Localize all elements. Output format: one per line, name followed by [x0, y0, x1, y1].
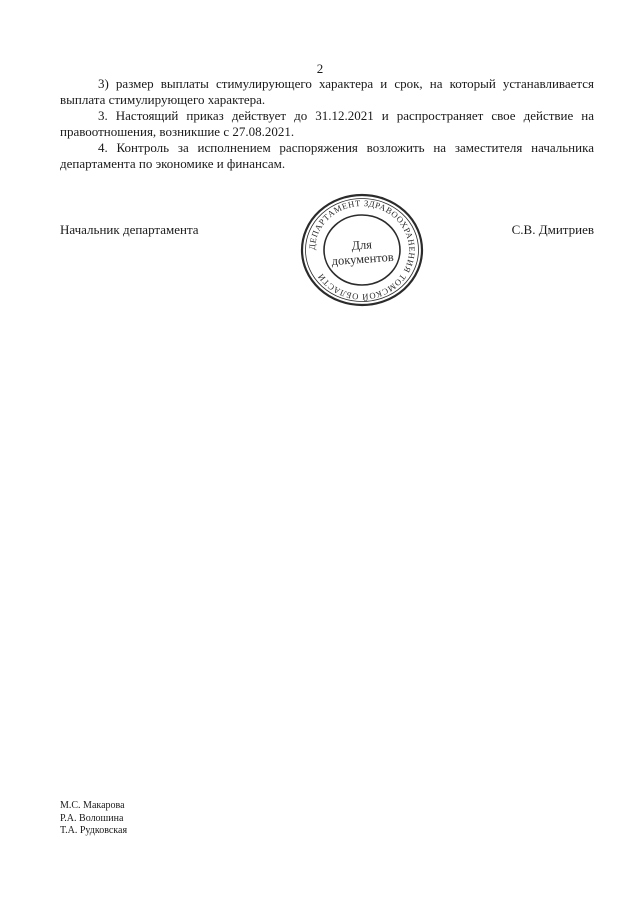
seal-center-line-1: Для — [350, 237, 373, 253]
seal-ring-text: ДЕПАРТАМЕНТ ЗДРАВООХРАНЕНИЯ ТОМСКОЙ ОБЛАСТИ — [306, 197, 418, 303]
seal-center-line-2: документов — [331, 249, 395, 269]
executor-name: Р.А. Волошина — [60, 812, 124, 824]
executor-name: Т.А. Рудковская — [60, 825, 128, 836]
document-body — [60, 76, 594, 172]
executor-name: М.С. Макарова — [60, 800, 125, 811]
signer-name: С.В. Дмитриев — [511, 222, 594, 237]
executors-list — [60, 800, 127, 838]
seal-graphic — [297, 192, 427, 309]
paragraph-control: 4. Контроль за исполнением распоряжения возложить на заместителя начальника департамента по экономике и финансам. — [60, 140, 594, 171]
official-seal — [297, 192, 427, 309]
signer-position: Начальник департамента — [60, 222, 199, 237]
page-number: 2 — [316, 61, 324, 76]
paragraph-order-validity: 3. Настоящий приказ действует до 31.12.2021 и распространяет свое действие на правоотношения, возникшие с 27.08.2021. — [60, 108, 594, 139]
paragraph-item-3-stimulus: 3) размер выплаты стимулирующего характера и срок, на который устанавливается выплата стимулирующего характера. — [60, 76, 594, 107]
